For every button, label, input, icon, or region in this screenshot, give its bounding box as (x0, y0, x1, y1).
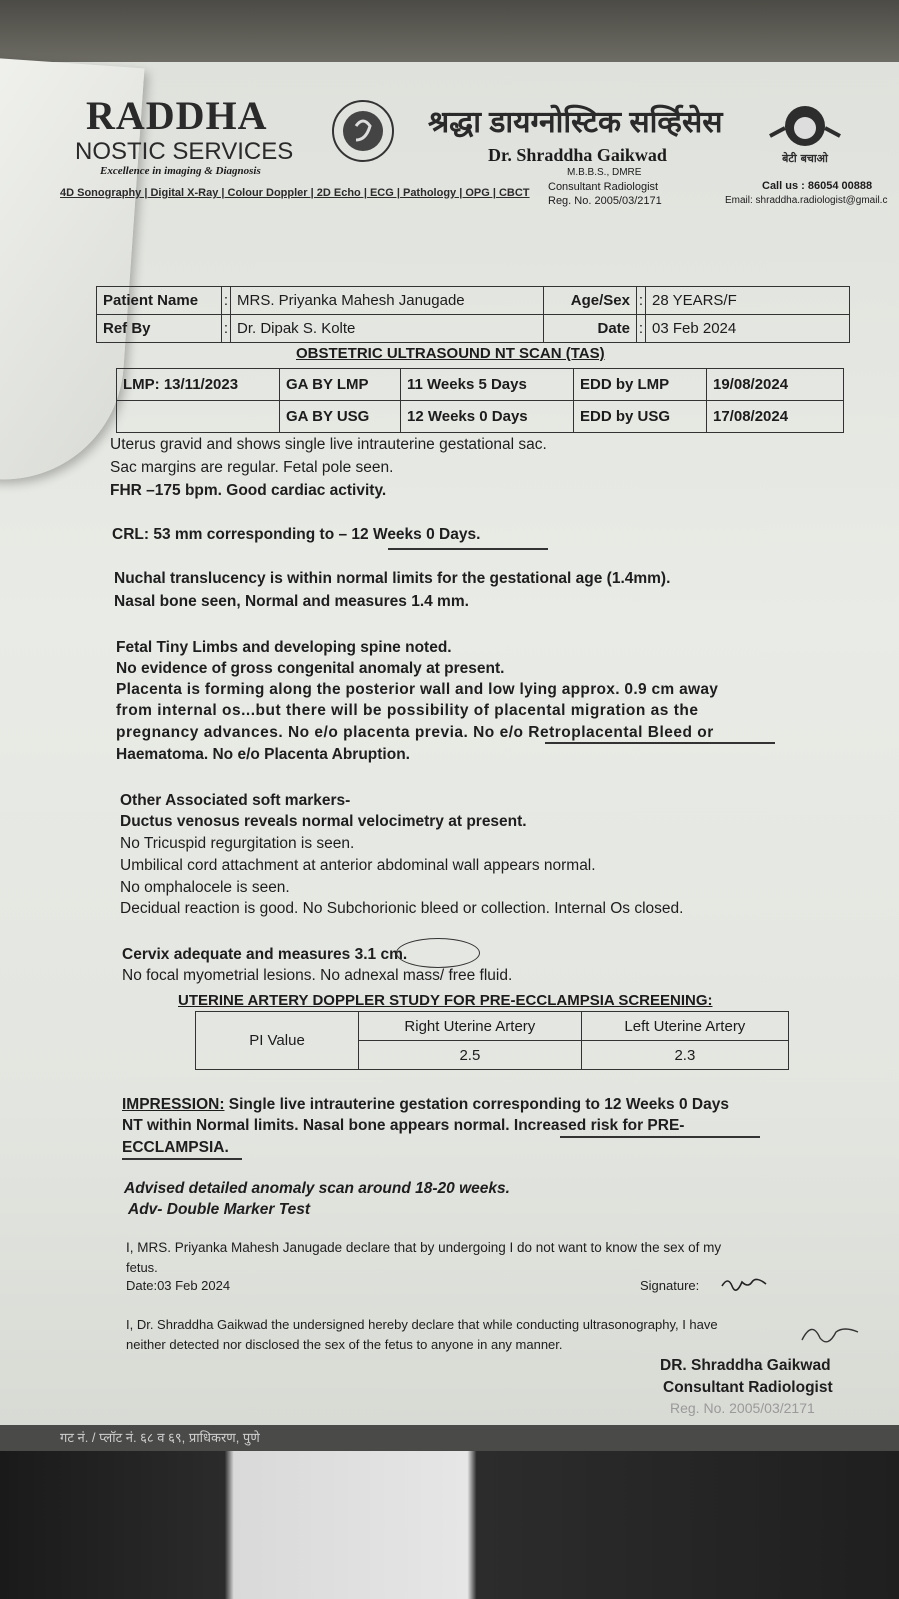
age-sex-value: 28 YEARS/F (646, 287, 850, 315)
doctor-qualifications: M.B.B.S., DMRE (567, 167, 642, 178)
scan-title: OBSTETRIC ULTRASOUND NT SCAN (TAS) (296, 345, 605, 362)
brand-subtitle: NOSTIC SERVICES (75, 138, 294, 165)
ga-usg-label: GA BY USG (280, 401, 401, 433)
colon: : (637, 287, 646, 315)
right-logo-text: बेटी बचाओ (782, 152, 828, 165)
doctor-declaration: neither detected nor disclosed the sex of the fetus to anyone in any manner. (126, 1337, 563, 1352)
ga-lmp-label: GA BY LMP (280, 369, 401, 401)
finding-line: Sac margins are regular. Fetal pole seen. (110, 459, 394, 476)
date-value: 03 Feb 2024 (646, 315, 850, 343)
handwritten-circle (396, 938, 480, 968)
handwritten-underline (122, 1158, 242, 1160)
beti-bachao-logo-icon (765, 100, 845, 168)
patient-name-label: Patient Name (97, 287, 222, 315)
nt-line: Nuchal translucency is within normal limits for the gestational age (1.4mm). (114, 570, 671, 587)
doctor-designation: Consultant Radiologist (548, 181, 659, 193)
edd-lmp-label: EDD by LMP (574, 369, 707, 401)
colon: : (222, 287, 231, 315)
ga-usg-value: 12 Weeks 0 Days (401, 401, 574, 433)
impression-line: ECCLAMPSIA. (122, 1139, 229, 1156)
doctor-signature-icon (800, 1318, 860, 1348)
footer-address-bar (0, 1425, 899, 1451)
doctor-reg-no: Reg. No. 2005/03/2171 (548, 195, 662, 207)
date-label: Date (544, 315, 637, 343)
handwritten-underline (560, 1136, 760, 1138)
impression-label: IMPRESSION: (122, 1096, 225, 1113)
placenta-line: Placenta is forming along the posterior wall and low lying approx. 0.9 cm away (116, 681, 719, 698)
finding-line: Uterus gravid and shows single live intrauterine gestational sac. (110, 436, 547, 453)
background-bottom (0, 1440, 899, 1599)
ref-by-label: Ref By (97, 315, 222, 343)
finding-line: No omphalocele is seen. (120, 879, 290, 896)
doctor-declaration: I, Dr. Shraddha Gaikwad the undersigned hereby declare that while conducting ultrasonography, I have (126, 1317, 718, 1332)
age-sex-label: Age/Sex (544, 287, 637, 315)
edd-lmp-value: 19/08/2024 (707, 369, 844, 401)
right-artery-label: Right Uterine Artery (359, 1012, 582, 1041)
doppler-table (195, 1011, 789, 1070)
impression-line: NT within Normal limits. Nasal bone appears normal. Increased risk for PRE- (122, 1117, 685, 1134)
cervix-line: Cervix adequate and measures 3.1 cm. (122, 946, 408, 963)
call-number: Call us : 86054 00888 (762, 180, 873, 192)
handwritten-underline (388, 548, 548, 550)
clinic-logo-icon (328, 96, 398, 166)
empty-cell (117, 401, 280, 433)
finding-line: Ductus venosus reveals normal velocimetry at present. (120, 813, 527, 830)
footer-address: गट नं. / प्लॉट नं. ६८ व ६९, प्राधिकरण, पुणे (60, 1430, 260, 1445)
placenta-line: pregnancy advances. No e/o placenta previa. No e/o Retroplacental Bleed or (116, 724, 714, 741)
signoff-name: DR. Shraddha Gaikwad (660, 1357, 831, 1374)
handwritten-underline (545, 742, 775, 744)
signoff-reg: Reg. No. 2005/03/2171 (670, 1400, 815, 1416)
ga-lmp-value: 11 Weeks 5 Days (401, 369, 574, 401)
lmp-cell: LMP: 13/11/2023 (117, 369, 280, 401)
patient-info-table (96, 286, 850, 343)
finding-line: Umbilical cord attachment at anterior abdominal wall appears normal. (120, 857, 596, 874)
nasal-bone-line: Nasal bone seen, Normal and measures 1.4 mm. (114, 593, 469, 610)
left-artery-value: 2.3 (581, 1041, 788, 1070)
gestation-table (116, 368, 844, 433)
left-artery-label: Left Uterine Artery (581, 1012, 788, 1041)
finding-line: No focal myometrial lesions. No adnexal mass/ free fluid. (122, 967, 513, 984)
crl-line: CRL: 53 mm corresponding to – 12 Weeks 0 Days. (112, 526, 481, 543)
finding-line: Fetal Tiny Limbs and developing spine noted. (116, 639, 452, 656)
pi-value-label: PI Value (196, 1012, 359, 1070)
advice-line: Adv- Double Marker Test (128, 1201, 311, 1218)
email-address: Email: shraddha.radiologist@gmail.c (725, 195, 888, 206)
declaration-date: Date:03 Feb 2024 (126, 1278, 231, 1293)
doppler-title: UTERINE ARTERY DOPPLER STUDY FOR PRE-ECCLAMPSIA SCREENING: (178, 992, 713, 1009)
patient-declaration: I, MRS. Priyanka Mahesh Janugade declare that by undergoing I do not want to know the sex of my (126, 1240, 722, 1255)
ref-by-value: Dr. Dipak S. Kolte (231, 315, 544, 343)
soft-markers-heading: Other Associated soft markers- (120, 792, 351, 809)
placenta-line: Haematoma. No e/o Placenta Abruption. (116, 746, 410, 763)
edd-usg-label: EDD by USG (574, 401, 707, 433)
finding-line: No Tricuspid regurgitation is seen. (120, 835, 355, 852)
right-artery-value: 2.5 (359, 1041, 582, 1070)
edd-usg-value: 17/08/2024 (707, 401, 844, 433)
finding-line: Decidual reaction is good. No Subchorionic bleed or collection. Internal Os closed. (120, 900, 684, 917)
impression-line (122, 1096, 729, 1114)
services-list: 4D Sonography | Digital X-Ray | Colour Doppler | 2D Echo | ECG | Pathology | OPG | CBCT (60, 187, 530, 199)
patient-name-value: MRS. Priyanka Mahesh Janugade (231, 287, 544, 315)
signature-label: Signature: (640, 1278, 700, 1293)
hindi-clinic-name: श्रद्धा डायग्नोस्टिक सर्व्हिसेस (428, 106, 723, 139)
finding-line: No evidence of gross congenital anomaly at present. (116, 660, 505, 677)
finding-line: FHR –175 bpm. Good cardiac activity. (110, 482, 387, 499)
colon: : (222, 315, 231, 343)
patient-declaration: fetus. (126, 1260, 158, 1275)
brand-name: RADDHA (86, 93, 268, 138)
impression-text: Single live intrauterine gestation corresponding to 12 Weeks 0 Days (224, 1096, 729, 1113)
signoff-title: Consultant Radiologist (663, 1379, 833, 1396)
placenta-line: from internal os...but there will be possibility of placental migration as the (116, 702, 699, 719)
patient-signature-icon (720, 1272, 768, 1294)
header-doctor-name: Dr. Shraddha Gaikwad (488, 145, 667, 165)
brand-tagline: Excellence in imaging & Diagnosis (100, 165, 261, 177)
colon: : (637, 315, 646, 343)
advice-line: Advised detailed anomaly scan around 18-20 weeks. (124, 1180, 510, 1197)
